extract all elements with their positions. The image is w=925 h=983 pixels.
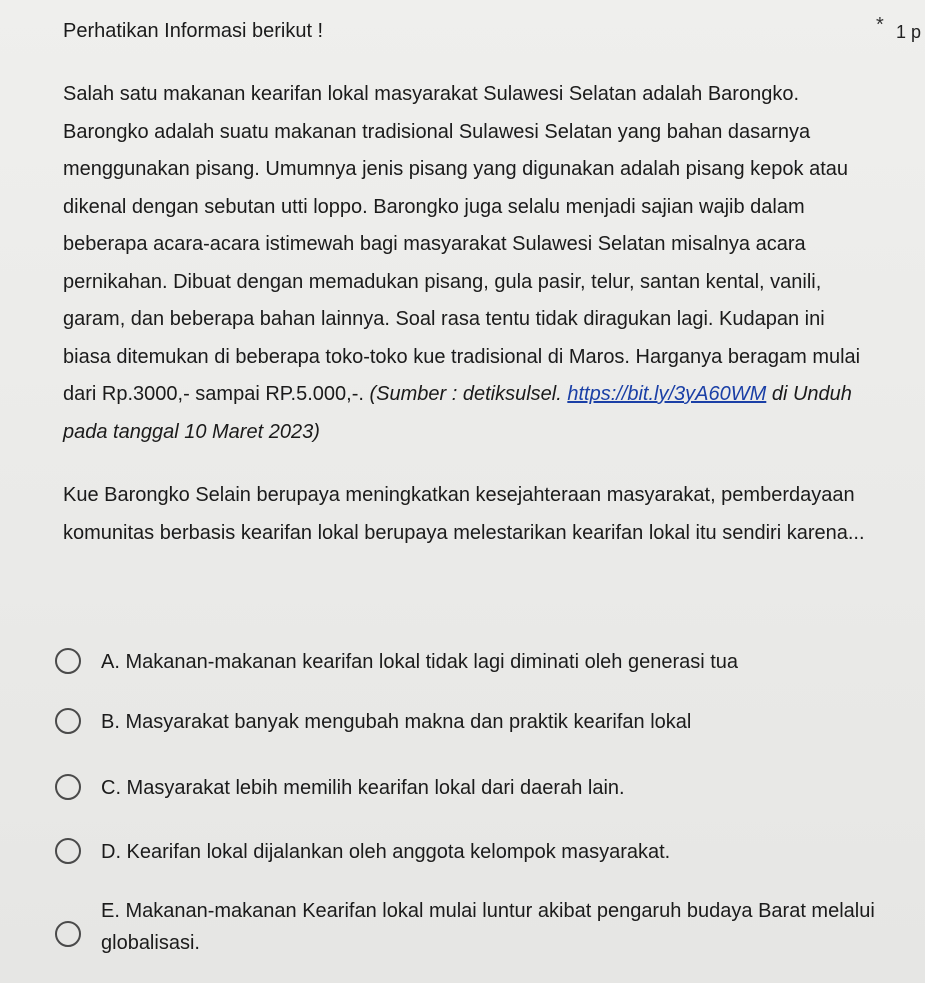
question-title: Perhatikan Informasi berikut ! xyxy=(63,20,324,42)
question-prompt xyxy=(63,477,873,552)
prompt-text: Kue Barongko Selain berupaya meningkatkan kesejahteraan masyarakat, pemberdayaan komunitas berbasis kearifan lokal berupaya melestarikan kearifan lokal itu sendiri karena... xyxy=(63,484,865,544)
option-c-label: C. Masyarakat lebih memilih kearifan lokal dari daerah lain. xyxy=(101,777,625,799)
info-passage xyxy=(63,76,863,451)
option-e[interactable] xyxy=(55,895,891,959)
source-link[interactable]: https://bit.ly/3yA60WM xyxy=(567,383,767,405)
option-b-label: B. Masyarakat banyak mengubah makna dan praktik kearifan lokal xyxy=(101,711,692,733)
radio-icon[interactable] xyxy=(55,921,81,947)
option-c[interactable] xyxy=(55,772,891,804)
option-a-label: A. Makanan-makanan kearifan lokal tidak lagi diminati oleh generasi tua xyxy=(101,651,739,673)
option-d-label: D. Kearifan lokal dijalankan oleh anggota kelompok masyarakat. xyxy=(101,841,671,863)
required-marker: * xyxy=(876,14,884,36)
points-label: 1 p xyxy=(896,22,922,42)
radio-icon[interactable] xyxy=(55,648,81,674)
source-suffix: di Unduh pada tanggal 10 Maret 2023) xyxy=(63,383,852,443)
option-a[interactable] xyxy=(55,646,891,678)
option-e-label: E. Makanan-makanan Kearifan lokal mulai luntur akibat pengaruh budaya Barat melalui globalisasi. xyxy=(101,900,875,954)
radio-icon[interactable] xyxy=(55,838,81,864)
passage-text: Salah satu makanan kearifan lokal masyarakat Sulawesi Selatan adalah Barongko. Barongko adalah suatu makanan tradisional Sulawesi Selatan yang bahan dasarnya menggunakan pisang. Umumnya jenis pisang yang digunakan adalah pisang kepok atau dikenal dengan sebutan utti loppo. Barongko juga selalu menjadi sajian wajib dalam beberapa acara-acara istimewah bagi masyarakat Sulawesi Selatan misalnya acara pernikahan. Dibuat dengan memadukan pisang, gula pasir, telur, santan kental, vanili, garam, dan beberapa bahan lainnya. Soal rasa tentu tidak diragukan lagi. Kudapan ini biasa ditemukan di beberapa toko-toko kue tradisional di Maros. Harganya beragam mulai dari Rp.3000,- sampai RP.5.000,-. xyxy=(63,83,861,405)
source-prefix: (Sumber : detiksulsel. xyxy=(369,383,568,405)
option-b[interactable] xyxy=(55,706,891,738)
option-d[interactable] xyxy=(55,836,891,868)
radio-icon[interactable] xyxy=(55,774,81,800)
radio-icon[interactable] xyxy=(55,708,81,734)
